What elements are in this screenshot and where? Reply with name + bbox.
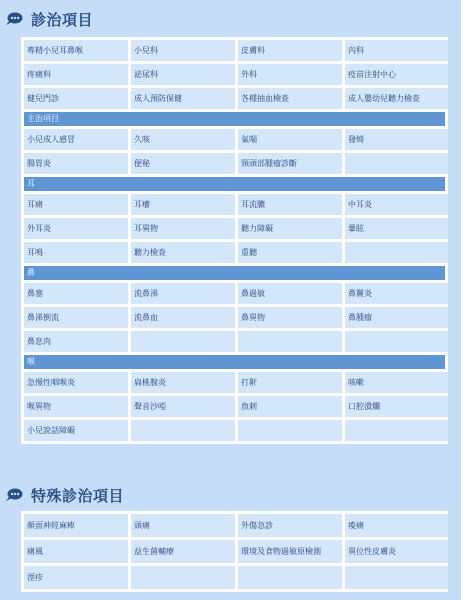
empty-cell bbox=[345, 566, 448, 589]
service-row bbox=[21, 393, 448, 417]
service-item[interactable]: 小兒科 bbox=[131, 40, 235, 61]
category-header: 耳 bbox=[24, 177, 445, 191]
service-item[interactable]: 外科 bbox=[238, 64, 342, 85]
service-item[interactable]: 鼻異物 bbox=[238, 307, 342, 328]
service-item[interactable]: 鼻竇炎 bbox=[345, 283, 448, 304]
category-header: 喉 bbox=[24, 355, 445, 369]
section-header-special bbox=[0, 482, 461, 508]
service-item[interactable]: 久咳 bbox=[131, 129, 235, 150]
service-row bbox=[21, 511, 448, 537]
service-item[interactable]: 魚刺 bbox=[238, 396, 342, 417]
service-item[interactable]: 各種抽血檢查 bbox=[238, 88, 342, 109]
empty-cell bbox=[345, 420, 448, 441]
service-item[interactable]: 暈眩 bbox=[345, 218, 448, 239]
service-row bbox=[21, 417, 448, 441]
category-header: 主治項目 bbox=[24, 112, 445, 126]
empty-cell bbox=[238, 420, 342, 441]
service-item[interactable]: 外傷急診 bbox=[238, 514, 342, 537]
service-row bbox=[21, 239, 448, 263]
service-item[interactable]: 內科 bbox=[345, 40, 448, 61]
service-item[interactable]: 頸頭部腫瘤診斷 bbox=[238, 153, 342, 174]
service-item[interactable]: 專精小兒耳鼻喉 bbox=[24, 40, 128, 61]
service-item[interactable]: 顏面神經麻痺 bbox=[24, 514, 128, 537]
service-item[interactable]: 耳痛 bbox=[24, 194, 128, 215]
service-item[interactable]: 中耳炎 bbox=[345, 194, 448, 215]
service-item[interactable]: 咳嗽 bbox=[345, 372, 448, 393]
category-header: 鼻 bbox=[24, 266, 445, 280]
service-item[interactable]: 耳流膿 bbox=[238, 194, 342, 215]
special-services-panel bbox=[21, 511, 448, 592]
service-item[interactable]: 成人嬰幼兒聽力檢查 bbox=[345, 88, 448, 109]
service-item[interactable]: 耳鳴 bbox=[24, 242, 128, 263]
service-item[interactable]: 打鼾 bbox=[238, 372, 342, 393]
service-row bbox=[21, 61, 448, 85]
service-item[interactable]: 鼻塞 bbox=[24, 283, 128, 304]
section-title: 特殊診治項目 bbox=[31, 486, 125, 505]
service-item[interactable]: 鼻涕倒流 bbox=[24, 307, 128, 328]
service-item[interactable]: 流鼻血 bbox=[131, 307, 235, 328]
service-item[interactable]: 聽力障礙 bbox=[238, 218, 342, 239]
speech-bubble-icon bbox=[5, 12, 23, 26]
service-item[interactable]: 疼痛科 bbox=[24, 64, 128, 85]
service-item[interactable]: 氣喘 bbox=[238, 129, 342, 150]
service-row bbox=[21, 37, 448, 61]
services-panel bbox=[21, 37, 448, 444]
service-row bbox=[21, 563, 448, 589]
service-item[interactable]: 溼疹 bbox=[24, 566, 128, 589]
service-row bbox=[21, 280, 448, 304]
service-item[interactable]: 喉異物 bbox=[24, 396, 128, 417]
service-row bbox=[21, 85, 448, 109]
empty-cell bbox=[345, 153, 448, 174]
service-item[interactable]: 小兒說話障礙 bbox=[24, 420, 128, 441]
service-item[interactable]: 流鼻涕 bbox=[131, 283, 235, 304]
service-item[interactable]: 泌尿科 bbox=[131, 64, 235, 85]
service-item[interactable]: 聽力檢查 bbox=[131, 242, 235, 263]
section-header-main bbox=[0, 6, 461, 32]
service-item[interactable]: 益生菌輔療 bbox=[131, 540, 235, 563]
service-row bbox=[21, 304, 448, 328]
service-item[interactable]: 皮膚科 bbox=[238, 40, 342, 61]
service-item[interactable]: 痠痛 bbox=[345, 514, 448, 537]
service-item[interactable]: 便秘 bbox=[131, 153, 235, 174]
section-title: 診治項目 bbox=[31, 10, 94, 29]
service-item[interactable]: 外耳炎 bbox=[24, 218, 128, 239]
service-item[interactable]: 急慢性咽喉炎 bbox=[24, 372, 128, 393]
service-item[interactable]: 扁桃腺炎 bbox=[131, 372, 235, 393]
service-item[interactable]: 小兒成人感冒 bbox=[24, 129, 128, 150]
service-row bbox=[21, 126, 448, 150]
service-item[interactable]: 鼻過敏 bbox=[238, 283, 342, 304]
service-row bbox=[21, 215, 448, 239]
service-row bbox=[21, 150, 448, 174]
empty-cell bbox=[345, 331, 448, 352]
empty-cell bbox=[131, 420, 235, 441]
empty-cell bbox=[238, 331, 342, 352]
service-item[interactable]: 成人預防保健 bbox=[131, 88, 235, 109]
service-item[interactable]: 口腔潰爛 bbox=[345, 396, 448, 417]
service-item[interactable]: 鼻息肉 bbox=[24, 331, 128, 352]
service-item[interactable]: 發燒 bbox=[345, 129, 448, 150]
speech-bubble-icon bbox=[5, 488, 23, 502]
service-item[interactable]: 重聽 bbox=[238, 242, 342, 263]
empty-cell bbox=[238, 566, 342, 589]
service-item[interactable]: 鼻腫瘤 bbox=[345, 307, 448, 328]
service-row bbox=[21, 369, 448, 393]
service-item[interactable]: 異位性皮膚炎 bbox=[345, 540, 448, 563]
service-item[interactable]: 痛風 bbox=[24, 540, 128, 563]
service-item[interactable]: 疫苗注射中心 bbox=[345, 64, 448, 85]
service-item[interactable]: 耳異物 bbox=[131, 218, 235, 239]
service-item[interactable]: 聲音沙啞 bbox=[131, 396, 235, 417]
service-row bbox=[21, 191, 448, 215]
empty-cell bbox=[345, 242, 448, 263]
service-item[interactable]: 腸胃炎 bbox=[24, 153, 128, 174]
service-row bbox=[21, 328, 448, 352]
service-item[interactable]: 健兒門診 bbox=[24, 88, 128, 109]
service-item[interactable]: 頭痛 bbox=[131, 514, 235, 537]
service-row bbox=[21, 537, 448, 563]
service-item[interactable]: 耳癢 bbox=[131, 194, 235, 215]
service-item[interactable]: 環境及食物過敏原檢測 bbox=[238, 540, 342, 563]
empty-cell bbox=[131, 331, 235, 352]
empty-cell bbox=[131, 566, 235, 589]
